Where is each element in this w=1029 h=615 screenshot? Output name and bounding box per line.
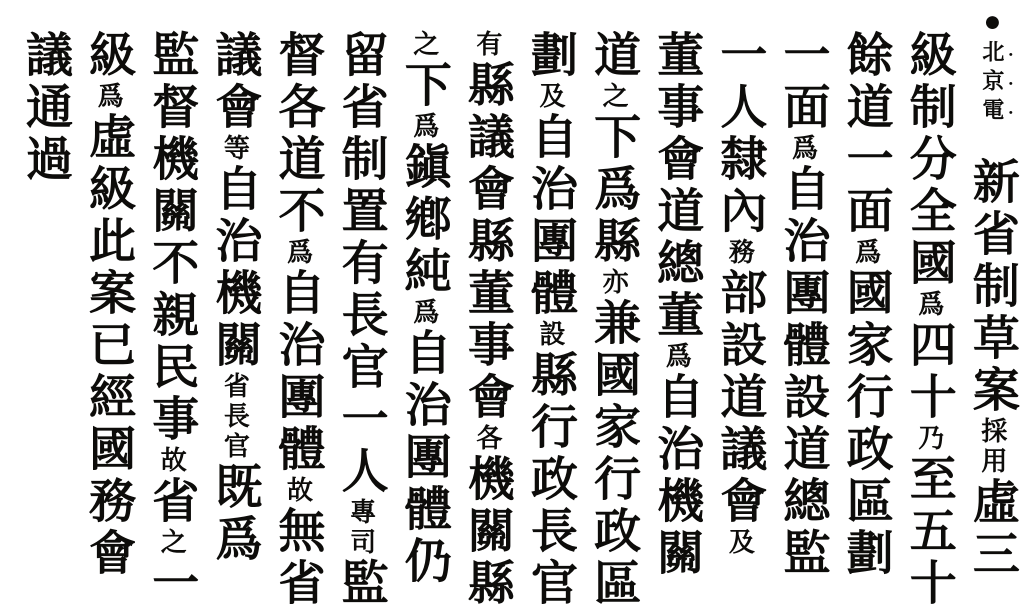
body-text: 議會	[208, 30, 261, 134]
body-text: 縣議會縣董事會	[460, 60, 513, 424]
annotation-text: 設	[536, 320, 566, 350]
annotation-text: 爲	[283, 238, 313, 268]
annotation-text: 故	[157, 446, 187, 476]
body-text: 自治團體設道總監	[776, 164, 829, 580]
annotation-text: 各	[472, 424, 502, 454]
text-column-3	[839, 0, 893, 580]
annotation-text: 省長官	[220, 372, 250, 462]
body-text: 監督機關不親民事	[145, 30, 198, 446]
text-column-4	[776, 0, 830, 580]
body-text: 兼國家行政區	[587, 298, 640, 610]
body-text: 自治團體仍	[397, 328, 450, 588]
text-column-16	[18, 0, 72, 186]
annotation-text: 之	[157, 528, 187, 558]
body-text: 一	[145, 558, 198, 610]
body-text: 新省制草案	[965, 157, 1018, 417]
annotation-text: 乃	[914, 424, 944, 454]
annotation-text: 爲	[662, 342, 692, 372]
annotation-text: 及	[725, 528, 755, 558]
annotation-text: 爲	[94, 82, 124, 112]
body-text: 至五十	[902, 454, 955, 610]
body-text: 督各道不	[271, 30, 324, 238]
body-text: 級	[82, 30, 135, 82]
body-text: 無省	[271, 506, 324, 610]
body-text: 餘道一面	[839, 30, 892, 238]
annotation-text: 採用	[977, 417, 1007, 477]
body-text: 機關縣	[460, 454, 513, 610]
annotation-text: 等	[220, 134, 250, 164]
bullet-dot-icon: ●	[975, 5, 1009, 40]
text-column-7	[586, 0, 640, 610]
text-column-15	[81, 0, 135, 580]
text-column-9	[460, 0, 514, 610]
body-text: 一人隸內	[713, 30, 766, 238]
text-column-1	[965, 0, 1019, 581]
body-text: 下	[397, 60, 450, 112]
body-text: 鎭鄕純	[397, 142, 450, 298]
text-column-2	[902, 0, 956, 610]
body-text: 四十	[902, 320, 955, 424]
body-text: 部設道議會	[713, 268, 766, 528]
text-column-13	[207, 0, 261, 566]
annotation-text: 有	[472, 30, 502, 60]
body-text: 級制分全國	[902, 30, 955, 290]
text-column-10	[397, 0, 451, 588]
body-text: 虛級此案已經國務會	[82, 112, 135, 580]
text-column-8	[523, 0, 577, 610]
body-text: 自治機關	[650, 372, 703, 580]
body-text: 自治機關	[208, 164, 261, 372]
body-text: 縣行政長官	[524, 350, 577, 610]
annotation-text: 之	[599, 82, 629, 112]
annotation-text: 亦	[599, 268, 629, 298]
annotation-text: 之	[409, 30, 439, 60]
body-text: 董事會道總董	[650, 30, 703, 342]
annotation-text: 爲	[788, 134, 818, 164]
body-text: 議通過	[19, 30, 72, 186]
body-text: 既爲	[208, 462, 261, 566]
body-text: 留省制置有長官一人	[334, 30, 387, 498]
body-text: 監	[334, 558, 387, 610]
body-text: 自治團體	[524, 112, 577, 320]
annotation-text: 爲	[409, 112, 439, 142]
body-text: 省	[145, 476, 198, 528]
text-column-11	[334, 0, 388, 610]
annotation-text: 故	[283, 476, 313, 506]
body-text: 下爲縣	[587, 112, 640, 268]
body-text: 道	[587, 30, 640, 82]
body-text: 虛三	[965, 477, 1018, 581]
source-label: 北京電	[979, 40, 1005, 127]
text-column-12	[271, 0, 325, 610]
annotation-text: 及	[536, 82, 566, 112]
annotation-text: 爲	[851, 238, 881, 268]
body-text: 一面	[776, 30, 829, 134]
annotation-text: 爲	[409, 298, 439, 328]
text-column-5	[712, 0, 766, 558]
body-text: 自治團體	[271, 268, 324, 476]
annotation-text: 專司	[346, 498, 376, 558]
body-text: 國家行政區劃	[839, 268, 892, 580]
text-column-6	[649, 0, 703, 580]
annotation-text: 務	[725, 238, 755, 268]
text-column-14	[144, 0, 198, 610]
annotation-text: 爲	[914, 290, 944, 320]
body-text: 劃	[524, 30, 577, 82]
